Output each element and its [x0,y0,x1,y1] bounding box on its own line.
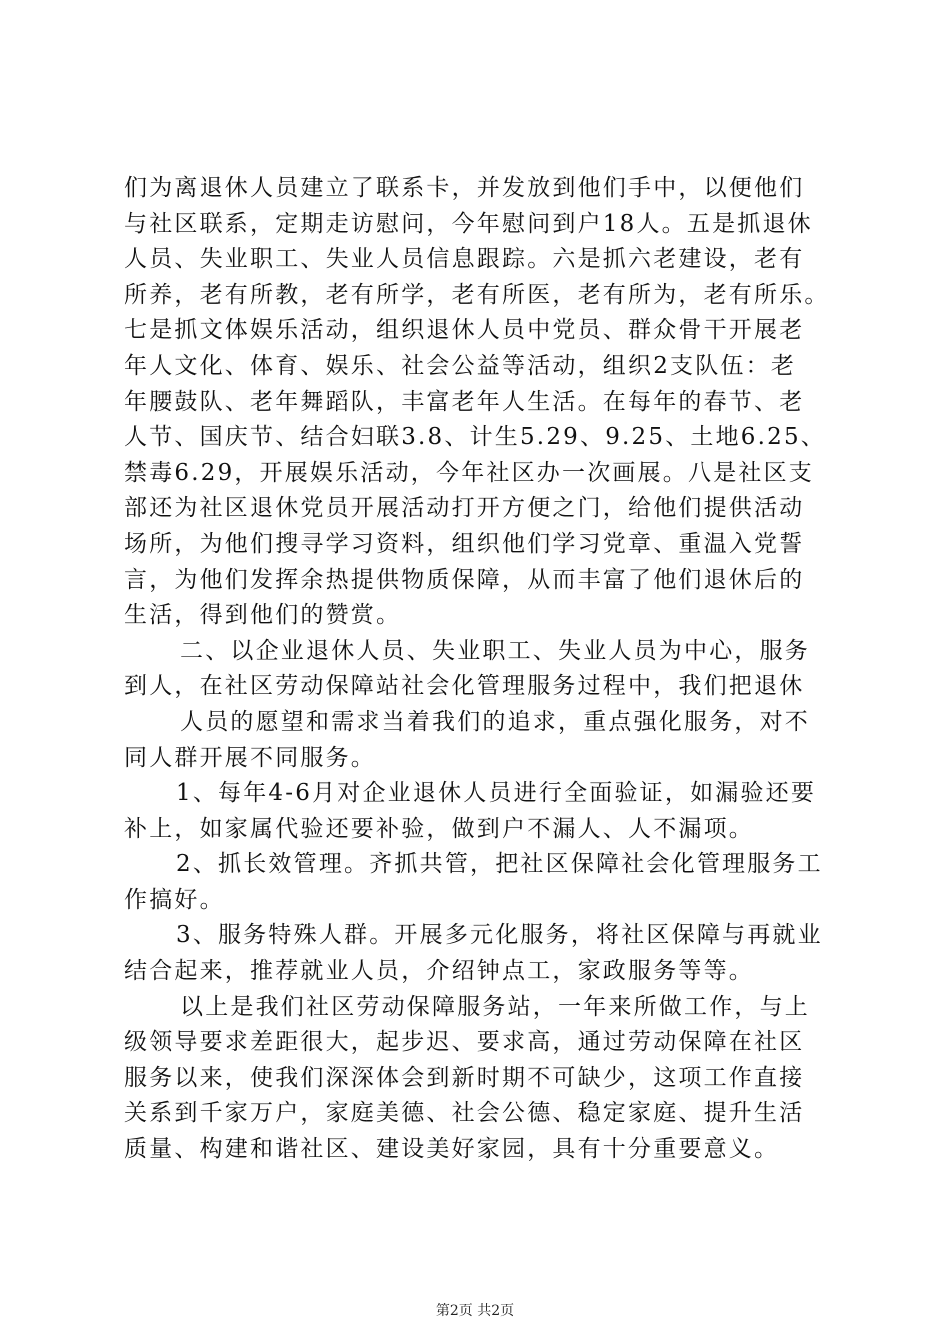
text-line: 二、以企业退休人员、失业职工、失业人员为中心，服务 [180,637,810,664]
text-line: 年人文化、体育、娱乐、社会公益等活动，组织2支队伍：老 [124,352,797,379]
text-line: 禁毒6.29，开展娱乐活动，今年社区办一次画展。八是社区支 [124,459,815,486]
text-line: 质量、构建和谐社区、建设美好家园，具有十分重要意义。 [124,1136,780,1163]
text-line: 年腰鼓队、老年舞蹈队，丰富老年人生活。在每年的春节、老 [124,388,805,415]
text-line: 关系到千家万户，家庭美德、社会公德、稳定家庭、提升生活 [124,1100,805,1127]
text-line: 作搞好。 [124,886,225,913]
text-line: 所养，老有所教，老有所学，老有所医，老有所为，老有所乐。 [124,281,830,308]
text-line: 言，为他们发挥余热提供物质保障，从而丰富了他们退休后的 [124,566,805,593]
text-line: 同人群开展不同服务。 [124,744,376,771]
text-line: 结合起来，推荐就业人员，介绍钟点工，家政服务等等。 [124,958,754,985]
text-line: 场所，为他们搜寻学习资料，组织他们学习党章、重温入党誓 [124,530,805,557]
text-line: 2、抓长效管理。齐抓共管，把社区保障社会化管理服务工 [176,851,823,878]
text-line: 服务以来，使我们深深体会到新时期不可缺少，这项工作直接 [124,1064,805,1091]
text-line: 人节、国庆节、结合妇联3.8、计生5.29、9.25、土地6.25、 [124,424,827,451]
page-footer: 第2页 共2页 [435,1303,515,1319]
text-line: 们为离退休人员建立了联系卡，并发放到他们手中，以便他们 [124,175,805,201]
text-line: 级领导要求差距很大，起步迟、要求高，通过劳动保障在社区 [124,1029,805,1056]
text-line: 3、服务特殊人群。开展多元化服务，将社区保障与再就业 [176,922,823,949]
text-line: 到人，在社区劳动保障站社会化管理服务过程中，我们把退休 [124,673,805,700]
text-line: 生活，得到他们的赞赏。 [124,602,402,629]
text-line: 1、每年4-6月对企业退休人员进行全面验证，如漏验还要 [176,780,817,807]
text-line: 补上，如家属代验还要补验，做到户不漏人、人不漏项。 [124,815,754,842]
text-line: 七是抓文体娱乐活动，组织退休人员中党员、群众骨干开展老 [124,317,805,344]
text-line: 以上是我们社区劳动保障服务站，一年来所做工作，与上 [180,993,810,1020]
body-text [124,171,834,1168]
text-line: 人员、失业职工、失业人员信息跟踪。六是抓六老建设，老有 [124,246,805,273]
text-line: 部还为社区退休党员开展活动打开方便之门，给他们提供活动 [124,495,805,522]
text-line: 人员的愿望和需求当着我们的追求，重点强化服务，对不 [180,708,810,735]
text-line: 与社区联系，定期走访慰问，今年慰问到户18人。五是抓退休 [124,210,813,237]
